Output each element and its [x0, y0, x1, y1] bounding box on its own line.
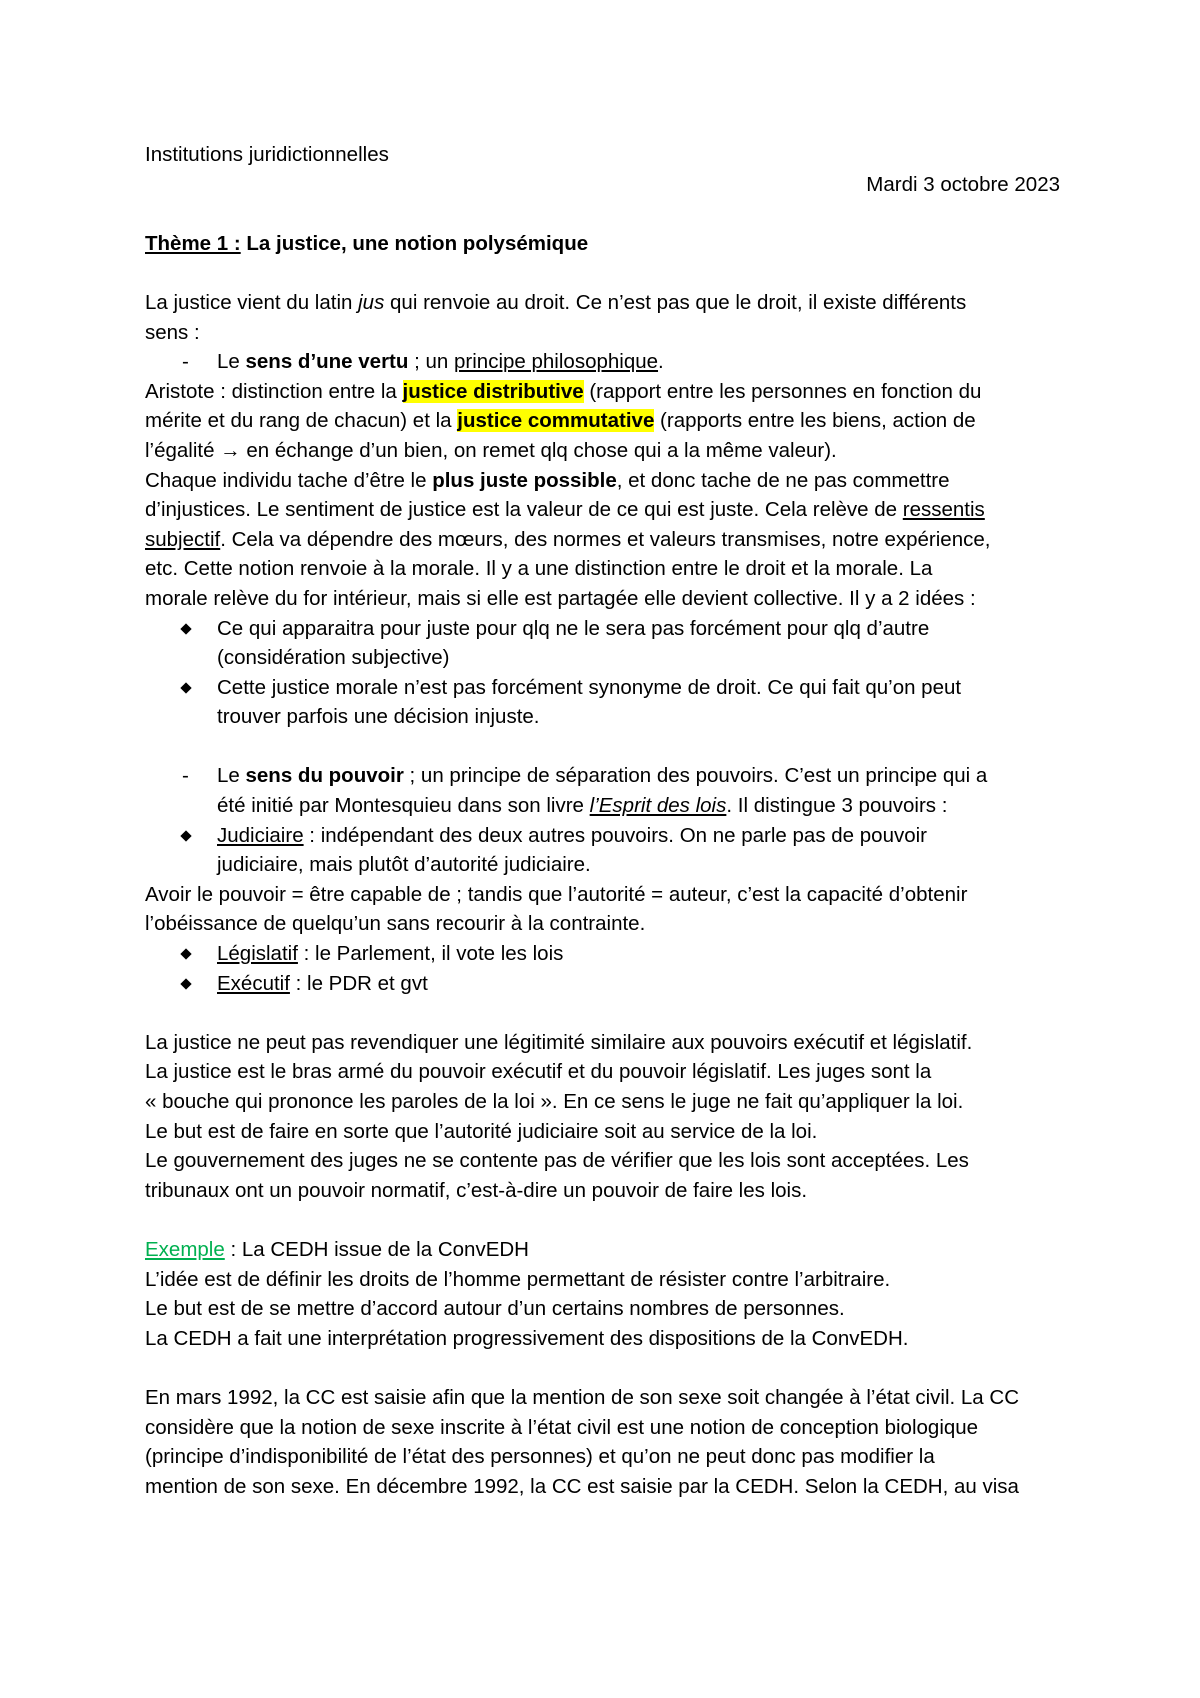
theme-heading: [145, 229, 1060, 259]
text-run: : le Parlement, il vote les lois: [297, 942, 564, 966]
bullet-item: [145, 939, 1060, 969]
bold-term: plus juste possible: [432, 468, 617, 492]
text-line: l’obéissance de quelqu’un sans recourir à la contrainte.: [145, 912, 646, 936]
text-run: La justice vient du latin: [145, 290, 359, 314]
highlighted-term: justice distributive: [402, 379, 584, 403]
bullet-list-ideas: [145, 614, 1060, 732]
text-run: Cette justice morale n’est pas forcément synonyme de droit. Ce qui fait qu’on peut: [217, 675, 962, 699]
text-run: ; un principe de séparation des pouvoirs. C’est un principe qui a: [403, 764, 988, 788]
text-line: La justice est le bras armé du pouvoir exécutif et du pouvoir législatif. Les juges sont la: [145, 1060, 932, 1084]
latin-term: jus: [358, 290, 385, 314]
diamond-bullet-icon: [180, 682, 191, 693]
text-run: ; un: [408, 350, 455, 374]
book-title: l’Esprit des lois: [589, 794, 727, 818]
bullet-judiciaire: [145, 821, 1060, 880]
bullet-item: [145, 969, 1060, 999]
dash-item-pouvoir: [145, 761, 1060, 820]
text-line: mention de son sexe. En décembre 1992, la CC est saisie par la CEDH. Selon la CEDH, au visa: [145, 1474, 1019, 1498]
text-line: La CEDH a fait une interprétation progressivement des dispositions de la ConvEDH.: [145, 1326, 909, 1350]
diamond-bullet-icon: [180, 830, 191, 841]
underlined-term: Exécutif: [217, 971, 290, 995]
text-line: (considération subjective): [217, 646, 450, 670]
text-run: : le PDR et gvt: [289, 971, 428, 995]
course-title: Institutions juridictionnelles: [145, 143, 389, 166]
text-line: considère que la notion de sexe inscrite à l’état civil est une notion de conception biologique: [145, 1415, 979, 1439]
text-line: trouver parfois une décision injuste.: [217, 705, 540, 729]
text-line: Avoir le pouvoir = être capable de ; tandis que l’autorité = auteur, c’est la capacité d’obtenir: [145, 882, 968, 906]
avoir-paragraph: [145, 880, 1060, 939]
text-line: La justice ne peut pas revendiquer une légitimité similaire aux pouvoirs exécutif et législatif.: [145, 1030, 973, 1054]
document-page: [145, 140, 1060, 1501]
exemple-section: [145, 1235, 1060, 1353]
diamond-bullet-icon: [180, 978, 191, 989]
text-run: Chaque individu tache d’être le: [145, 468, 433, 492]
diamond-bullet-icon: [180, 623, 191, 634]
underlined-term: Judiciaire: [217, 823, 304, 847]
example-label: Exemple: [145, 1237, 225, 1261]
text-line: « bouche qui prononce les paroles de la loi ». En ce sens le juge ne fait qu’appliquer la loi.: [145, 1090, 964, 1113]
bold-term: sens d’une vertu: [245, 350, 409, 374]
text-line: (principe d’indisponibilité de l’état des personnes) et qu’on ne peut donc pas modifier la: [145, 1445, 935, 1469]
dash-marker: -: [182, 350, 189, 374]
theme-label: Thème 1 :: [145, 231, 241, 255]
underlined-term: Législatif: [217, 942, 298, 966]
bullet-list-pouvoirs: [145, 939, 1060, 998]
underlined-term: subjectif: [145, 527, 221, 551]
text-run: (rapports entre les biens, action de: [654, 409, 976, 433]
text-run: . Il distingue 3 pouvoirs :: [726, 794, 948, 818]
justice-paragraph: [145, 1028, 1060, 1206]
text-run: mérite et du rang de chacun) et la: [145, 409, 458, 433]
text-line: Le but est de se mettre d’accord autour d’un certains nombres de personnes.: [145, 1297, 845, 1321]
text-line: L’idée est de définir les droits de l’homme permettant de résister contre l’arbitraire.: [145, 1267, 891, 1291]
text-run: , et donc tache de ne pas commettre: [616, 468, 950, 492]
text-run: été initié par Montesquieu dans son livre: [217, 794, 590, 818]
diamond-bullet-icon: [180, 948, 191, 959]
text-line: etc. Cette notion renvoie à la morale. Il y a une distinction entre le droit et la morale. La: [145, 557, 933, 581]
text-run: : La CEDH issue de la ConvEDH: [224, 1237, 529, 1261]
text-line: sens :: [145, 320, 200, 344]
highlighted-term: justice commutative: [457, 409, 655, 433]
intro-paragraph: [145, 288, 1060, 347]
text-run: (rapport entre les personnes en fonction du: [583, 379, 982, 403]
dash-marker: -: [182, 764, 189, 788]
text-line: morale relève du for intérieur, mais si elle est partagée elle devient collective. Il y a 2 idées :: [145, 586, 976, 610]
bullet-item: [145, 673, 1060, 703]
underlined-term: ressentis: [902, 498, 985, 522]
aristote-paragraph: [145, 377, 1060, 466]
underlined-term: principe philosophique: [454, 350, 659, 374]
text-line: l’égalité → en échange d’un bien, on remet qlq chose qui a la même valeur).: [145, 438, 837, 462]
text-run: Le: [217, 764, 246, 788]
text-run: qui renvoie au droit. Ce n’est pas que le droit, il existe différents: [384, 290, 967, 314]
text-line: En mars 1992, la CC est saisie afin que la mention de son sexe soit changée à l’état civil. La CC: [145, 1385, 1019, 1409]
text-line: judiciaire, mais plutôt d’autorité judiciaire.: [217, 853, 591, 877]
mars-paragraph: [145, 1383, 1060, 1501]
bold-term: sens du pouvoir: [245, 764, 404, 788]
text-run: : indépendant des deux autres pouvoirs. On ne parle pas de pouvoir: [303, 823, 927, 847]
text-run: Le: [217, 350, 246, 374]
text-line: Le but est de faire en sorte que l’autorité judiciaire soit au service de la loi.: [145, 1119, 818, 1143]
text-line: tribunaux ont un pouvoir normatif, c’est-à-dire un pouvoir de faire les lois.: [145, 1178, 808, 1202]
text-run: . Cela va dépendre des mœurs, des normes et valeurs transmises, notre expérience,: [220, 527, 991, 551]
text-run: Aristote : distinction entre la: [145, 379, 403, 403]
text-run: Ce qui apparaitra pour juste pour qlq ne le sera pas forcément pour qlq d’autre: [217, 616, 930, 640]
document-date: Mardi 3 octobre 2023: [866, 172, 1060, 196]
chaque-paragraph: [145, 466, 1060, 614]
theme-title: La justice, une notion polysémique: [240, 231, 589, 255]
dash-item-vertu: [145, 347, 1060, 377]
bullet-item: [145, 614, 1060, 644]
text-line: Le gouvernement des juges ne se contente pas de vérifier que les lois sont acceptées. Les: [145, 1149, 969, 1173]
text-run: .: [658, 350, 664, 374]
text-run: d’injustices. Le sentiment de justice est la valeur de ce qui est juste. Cela relève de: [145, 498, 903, 522]
